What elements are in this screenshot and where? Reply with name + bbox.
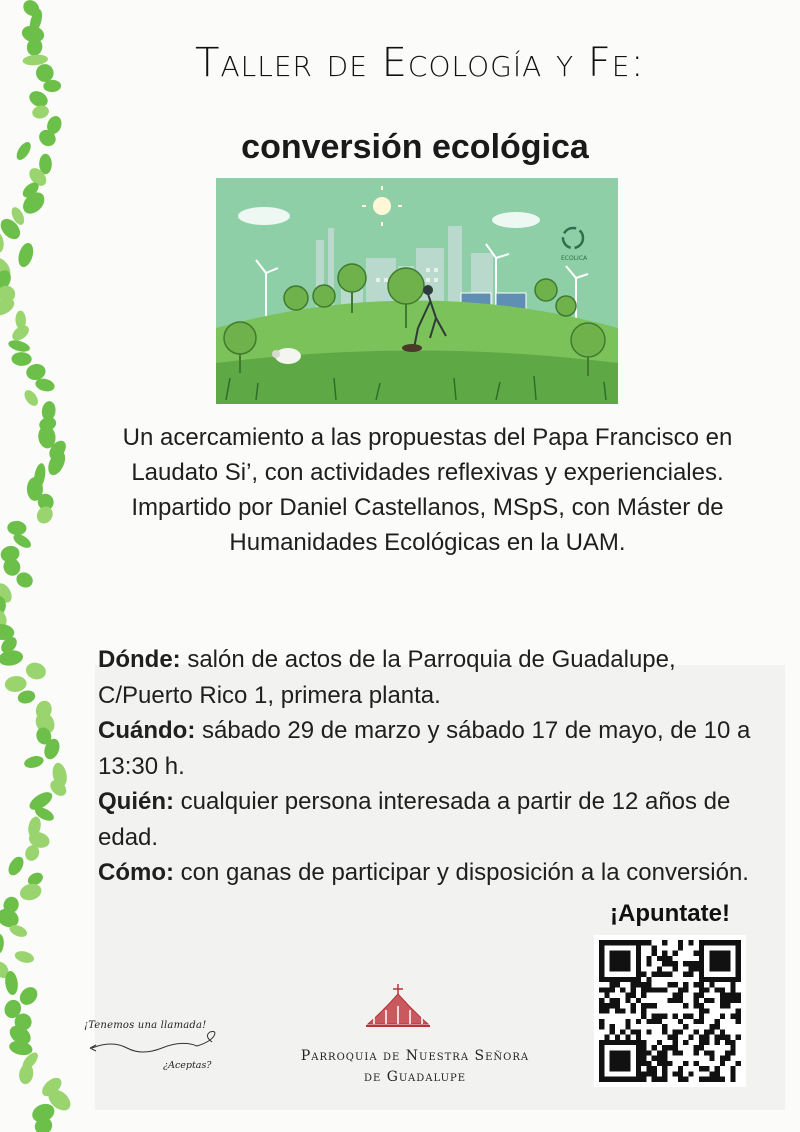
leaf [14,949,36,965]
leaf [5,854,26,878]
qr-code-icon[interactable] [594,935,746,1087]
detail-when-value: sábado 29 de marzo y sábado 17 de mayo, de 10 a 13:30 h. [98,717,751,780]
detail-when-label: Cuándo: [98,717,196,744]
sun-icon [373,197,391,215]
leaf [22,388,41,409]
detail-how-value: con ganas de participar y disposición a la conversión. [173,859,749,886]
leaf [18,1063,35,1085]
signup-label: ¡Apuntate! [610,900,730,927]
detail-who-value: cualquier persona interesada a partir de 12 años de edad. [98,788,731,851]
detail-when [98,713,758,784]
leaf [24,660,48,681]
parish-name-line1: Parroquia de Nuestra Señora [300,1048,530,1064]
detail-how [98,855,758,891]
parish-name-line2: de Guadalupe [363,1069,467,1085]
poster-title: Taller de Ecología y Fe: [195,40,645,86]
intro-paragraph: Un acercamiento a las propuestas del Papa Francisco en Laudato Si’, con actividades reflexivas y experienciales. Impartido por Daniel Castellanos, MSpS, con Máster de Humanidades Ecológicas en la UAM. [122,424,733,556]
leaf [23,754,45,770]
leaf [4,675,27,693]
leaf [7,338,31,354]
detail-where-value: salón de actos de la Parroquia de Guadalupe, C/Puerto Rico 1, primera planta. [98,646,676,709]
slogan-top: ¡Tenemos una llamada! [84,1020,207,1031]
leaf [18,881,43,902]
poster-subtitle: conversión ecológica [241,128,589,166]
parish-logo-icon [362,980,434,1032]
event-details [98,642,758,891]
detail-who [98,784,758,855]
leaf [0,933,5,955]
slogan-bottom: ¿Aceptas? [163,1060,212,1071]
detail-where [98,642,758,713]
leaf [16,241,36,269]
parish-name [270,1046,560,1088]
hero-badge-text: ECOLICA [561,255,588,262]
leaf [11,352,32,366]
leaf [14,140,34,163]
leaf [34,504,56,527]
leaf-vine-decoration [0,0,95,1132]
detail-who-label: Quién: [98,788,174,815]
leaf [45,448,69,477]
leaf [31,104,50,120]
eco-city-illustration [216,178,618,404]
leaf [7,520,27,536]
detail-where-label: Dónde: [98,646,181,673]
leaf [8,1039,34,1057]
detail-how-label: Cómo: [98,859,174,886]
